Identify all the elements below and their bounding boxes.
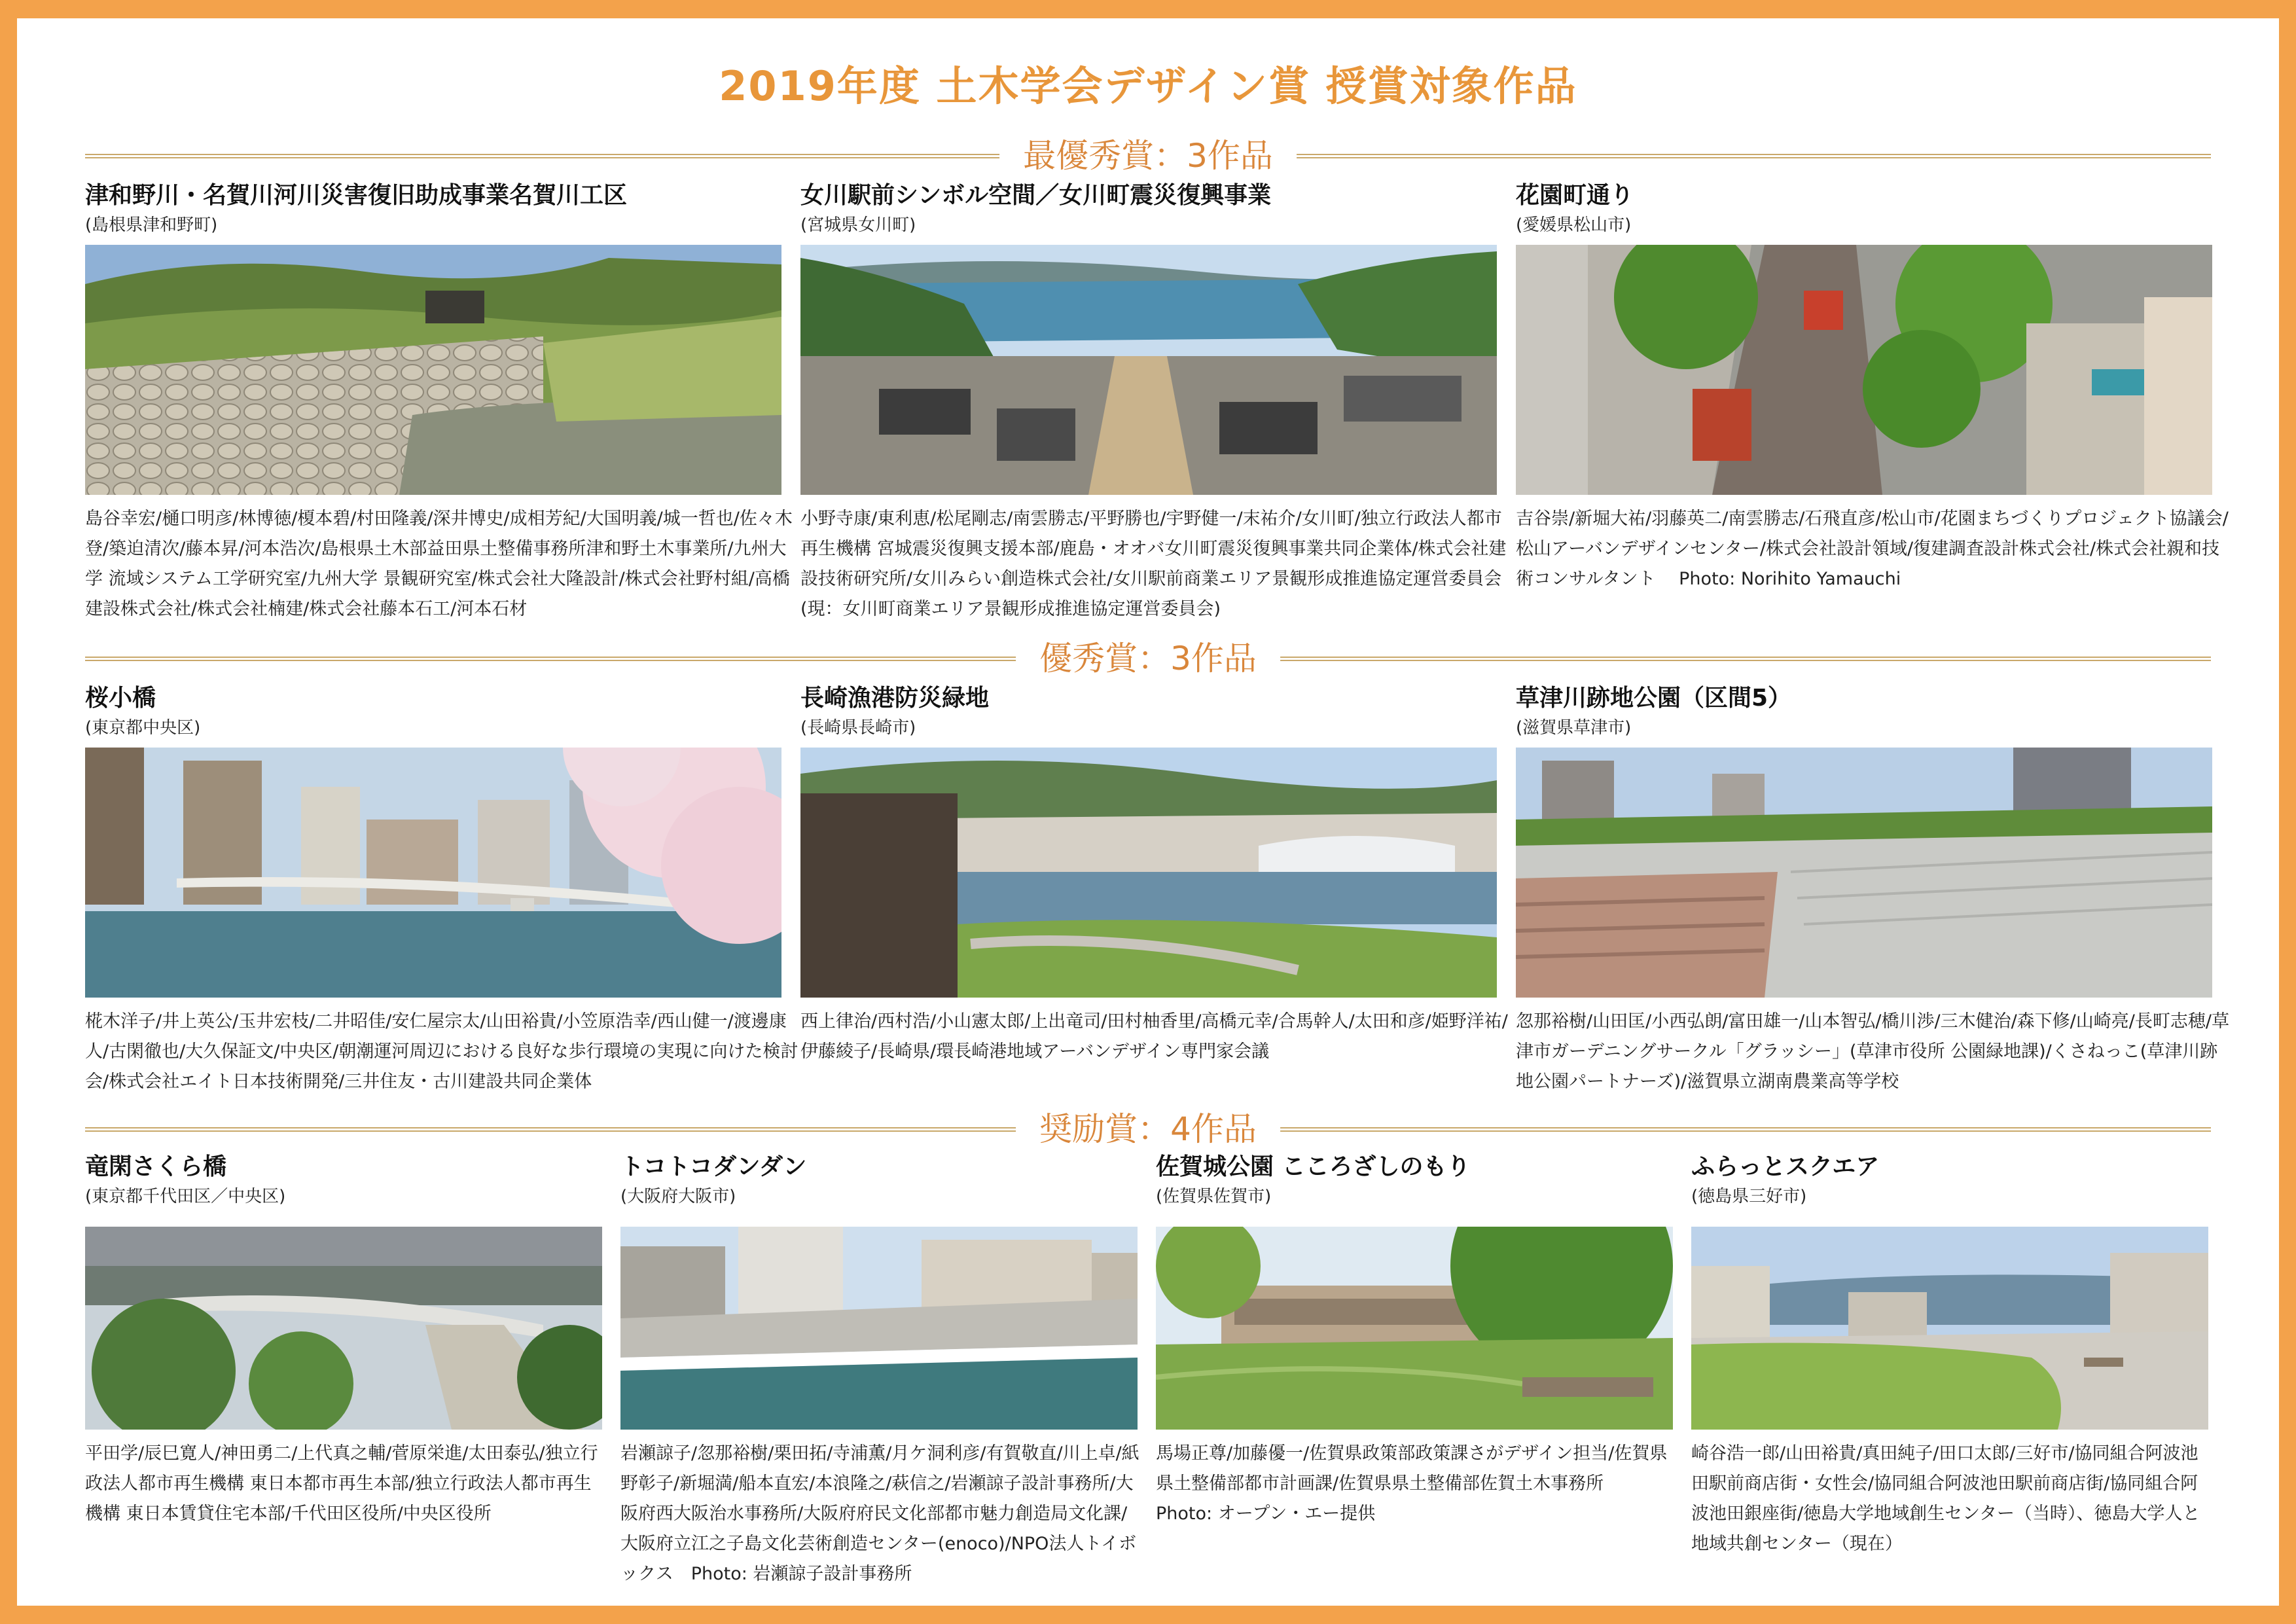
work-credits: 西上律治/西村浩/小山憲太郎/上出竜司/田村柚香里/高橋元幸/合馬幹人/太田和彦/姫野洋祐/伊藤綾子/長崎県/環長崎港地域アーバンデザイン専門家会議: [800, 1011, 1508, 1062]
work-title: 竜閑さくら橋: [85, 1153, 227, 1180]
work-credits: 忽那裕樹/山田匡/小西弘朗/富田雄一/山本智弘/橋川渉/三木健治/森下修/山崎亮/長町志穂/草津市ガーデニングサークル「グラッシー」(草津市役所 公園緑地課)/くさねっこ(草津川跡地公園パートナーズ)/滋賀県立湖南農業高等学校: [1516, 1011, 2229, 1092]
section-header-excellence: [85, 632, 2211, 685]
work-photo-green-park: [800, 748, 1497, 998]
work-card: [85, 683, 798, 1097]
work-title: 花園町通り: [1516, 182, 1634, 209]
work-location: (東京都千代田区／中央区): [85, 1187, 286, 1206]
work-card: [800, 181, 1514, 624]
section-header-grand-prize: [85, 130, 2211, 182]
work-photo-street: [1516, 245, 2212, 495]
work-credits: 島谷幸宏/樋口明彦/林博徳/榎本碧/村田隆義/深井博史/成相芳紀/大国明義/城一哲也/佐々木登/築迫清次/藤本昇/河本浩次/島根県土木部益田県土整備事務所津和野土木事業所/九州大学 流域システム工学研究室/九州大学 景観研究室/株式会社大隆設計/株式会社野村組/高橋建設株式会社/株式会社楠建/株式会社藤本石工/河本石材: [85, 509, 793, 619]
work-photo-plaza: [1516, 748, 2212, 998]
work-title: 津和野川・名賀川河川災害復旧助成事業名賀川工区: [85, 182, 628, 209]
work-photo-square: [1691, 1227, 2208, 1430]
work-location: (大阪府大阪市): [620, 1187, 736, 1206]
work-card: [1156, 1152, 1679, 1529]
work-title: ふらっとスクエア: [1691, 1153, 1880, 1180]
work-location: (島根県津和野町): [85, 215, 218, 235]
work-credits: 岩瀬諒子/忽那裕樹/栗田拓/寺浦薫/月ケ洞利彦/有賀敬直/川上卓/紙野彰子/新堀満/船本直宏/本浪隆之/萩信之/岩瀬諒子設計事務所/大阪府西大阪治水事務所/大阪府府民文化部都市魅力創造局文化課/大阪府立江之子島文化芸術創造センター(enoco)/NPO法人トイボックス Photo: 岩瀬諒子設計事務所: [620, 1443, 1139, 1584]
work-card: [1691, 1152, 2215, 1559]
section-label: 優秀賞：3作品: [1016, 632, 1280, 685]
work-title: トコトコダンダン: [620, 1153, 807, 1180]
work-title: 佐賀城公園 こころざしのもり: [1156, 1153, 1471, 1180]
work-photo-lawn-park: [1156, 1227, 1673, 1430]
work-title: 女川駅前シンボル空間／女川町震災復興事業: [800, 182, 1272, 209]
work-title: 草津川跡地公園（区間5）: [1516, 685, 1792, 712]
work-photo-river: [85, 245, 781, 495]
work-photo-station: [800, 245, 1497, 495]
work-card: [85, 1152, 609, 1529]
section-label: 奨励賞：4作品: [1016, 1103, 1280, 1155]
work-credits: 椛木洋子/井上英公/玉井宏枝/二井昭佳/安仁屋宗太/山田裕貴/小笠原浩幸/西山健一/渡邊康人/古閑徹也/大久保証文/中央区/朝潮運河周辺における良好な歩行環境の実現に向けた検討会/株式会社エイト日本技術開発/三井住友・古川建設共同企業体: [85, 1011, 798, 1092]
work-credits: 小野寺康/東利恵/松尾剛志/南雲勝志/平野勝也/宇野健一/末祐介/女川町/独立行政法人都市再生機構 宮城震災復興支援本部/鹿島・オオバ女川町震災復興事業共同企業体/株式会社建設技術研究所/女川みらい創造株式会社/女川駅前商業エリア景観形成推進協定運営委員会(現：女川町商業エリア景観形成推進協定運営委員会): [800, 509, 1507, 619]
work-title: 桜小橋: [85, 685, 156, 712]
work-card: [620, 1152, 1144, 1589]
poster-title: 2019年度 土木学会デザイン賞 授賞対象作品: [719, 62, 1577, 110]
work-card: [1516, 683, 2229, 1097]
work-card: [1516, 181, 2229, 594]
work-credits: 吉谷崇/新堀大祐/羽藤英二/南雲勝志/石飛直彦/松山市/花園まちづくりプロジェクト協議会/松山アーバンデザインセンター/株式会社設計領域/復建調査設計株式会社/株式会社親和技術コンサルタント Photo: Norihito Yamauchi: [1516, 509, 2229, 589]
work-card: [85, 181, 798, 624]
work-location: (佐賀県佐賀市): [1156, 1187, 1272, 1206]
work-card: [800, 683, 1514, 1067]
section-label: 最優秀賞：3作品: [999, 130, 1297, 182]
work-photo-waterfront: [620, 1227, 1138, 1430]
work-location: (愛媛県松山市): [1516, 215, 1632, 235]
work-title: 長崎漁港防災緑地: [800, 685, 990, 712]
work-credits: 平田学/辰巳寛人/神田勇二/上代真之輔/菅原栄進/太田泰弘/独立行政法人都市再生機構 東日本都市再生本部/独立行政法人都市再生機構 東日本賃貸住宅本部/千代田区役所/中央区役所: [85, 1443, 598, 1524]
poster-page: [17, 18, 2279, 1606]
work-photo-bridge: [85, 748, 781, 998]
work-credits: 馬場正尊/加藤優一/佐賀県政策部政策課さがデザイン担当/佐賀県県土整備部都市計画課/佐賀県県土整備部佐賀土木事務所 Photo: オープン・エー提供: [1156, 1443, 1668, 1524]
work-location: (宮城県女川町): [800, 215, 916, 235]
work-photo-footbridge: [85, 1227, 602, 1430]
work-credits: 崎谷浩一郎/山田裕貴/真田純子/田口太郎/三好市/協同組合阿波池田駅前商店街・女性会/協同組合阿波池田駅前商店街/協同組合阿波池田銀座街/徳島大学地域創生センター（当時）、徳島大学人と地域共創センター（現在）: [1691, 1443, 2200, 1554]
work-location: (滋賀県草津市): [1516, 718, 1632, 738]
section-header-encouragement: [85, 1103, 2211, 1155]
work-location: (長崎県長崎市): [800, 718, 916, 738]
work-location: (徳島県三好市): [1691, 1187, 1807, 1206]
work-location: (東京都中央区): [85, 718, 201, 738]
